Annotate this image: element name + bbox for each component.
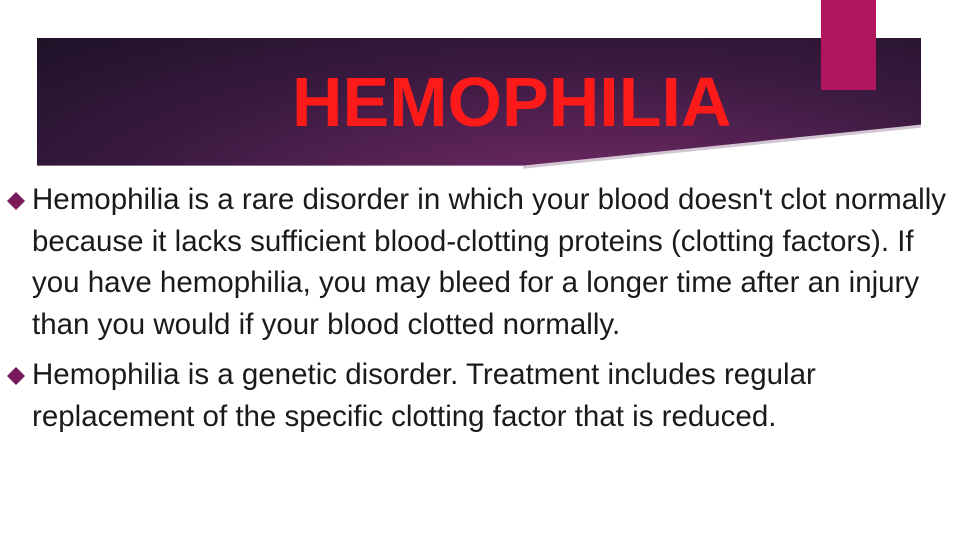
accent-bar <box>821 0 876 90</box>
diamond-bullet-icon <box>6 191 26 211</box>
bullet-item <box>0 179 952 345</box>
bullet-item <box>0 354 952 437</box>
bullet-text: Hemophilia is a genetic disorder. Treatment includes regular replacement of the specific clotting factor that is reduced. <box>32 358 816 433</box>
bullet-text: Hemophilia is a rare disorder in which your blood doesn't clot normally because it lacks sufficient blood-clotting proteins (clotting factors). If you have hemophilia, you may bleed for a longer time after an injury than you would if your blood clotted normally. <box>32 183 947 341</box>
slide-title: HEMOPHILIA <box>292 63 732 141</box>
diamond-bullet-icon <box>6 366 26 386</box>
bullet-list <box>0 179 960 446</box>
